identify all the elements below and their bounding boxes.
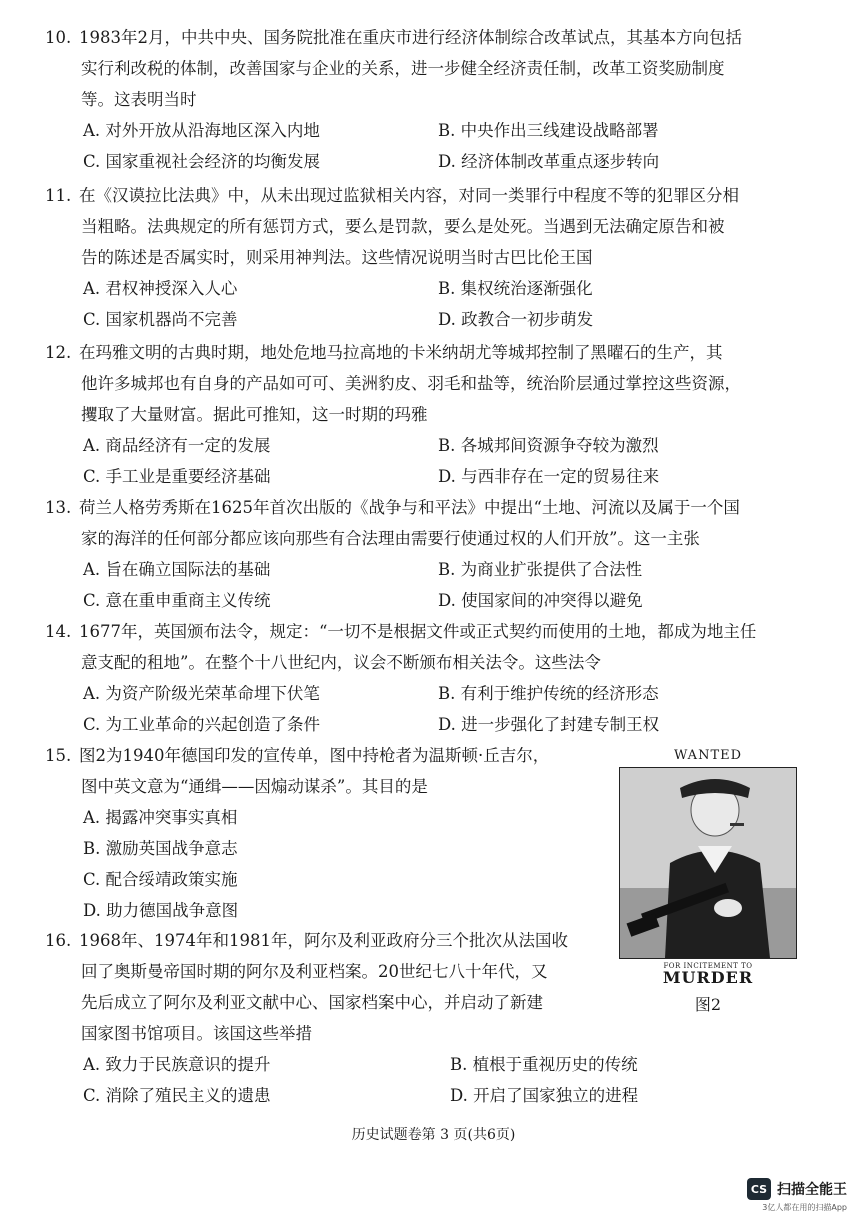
- options-row: [45, 585, 805, 616]
- option-b[interactable]: B. 中央作出三线建设战略部署: [438, 121, 659, 140]
- stem-line: 意支配的租地”。在整个十八世纪内，议会不断颁布相关法令。这些法令: [81, 653, 601, 672]
- propaganda-photo: [619, 767, 797, 959]
- figure-2: [619, 748, 797, 1015]
- options-row: [45, 304, 805, 335]
- option-b[interactable]: B. 有利于维护传统的经济形态: [438, 684, 659, 703]
- question-number: 15.: [45, 746, 72, 765]
- stem-line: 实行利改税的体制，改善国家与企业的关系，进一步健全经济责任制，改革工资奖励制度: [81, 59, 725, 78]
- question-10: [45, 22, 805, 177]
- stem-line: 国家图书馆项目。该国这些举措: [81, 1024, 312, 1043]
- option-b[interactable]: B. 植根于重视历史的传统: [450, 1055, 638, 1074]
- question-stem: [45, 22, 805, 115]
- question-13: [45, 492, 805, 616]
- option-a[interactable]: A. 为资产阶级光荣革命埋下伏笔: [83, 684, 320, 703]
- page-footer: 历史试题卷第 3 页(共6页): [351, 1127, 516, 1143]
- stem-line: 1983年2月，中共中央、国务院批准在重庆市进行经济体制综合改革试点，其基本方向包括: [79, 28, 742, 47]
- question-number: 10.: [45, 28, 72, 47]
- question-11: [45, 180, 805, 335]
- question-number: 13.: [45, 498, 72, 517]
- options-row: [45, 273, 805, 304]
- stem-line: 1677年，英国颁布法令，规定：“一切不是根据文件或正式契约而使用的土地，都成为地主任: [79, 622, 757, 641]
- figure-top-text: WANTED: [673, 748, 743, 763]
- stem-line: 1968年、1974年和1981年，阿尔及利亚政府分三个批次从法国收: [79, 931, 568, 950]
- stem-line: 图中英文意为“通缉——因煽动谋杀”。其目的是: [81, 777, 428, 796]
- option-a[interactable]: A. 君权神授深入人心: [83, 279, 238, 298]
- question-number: 16.: [45, 931, 72, 950]
- option-a[interactable]: A. 商品经济有一定的发展: [83, 436, 271, 455]
- question-stem: [45, 337, 805, 430]
- figure-bottom-text: MURDER: [662, 968, 754, 987]
- option-d[interactable]: D. 助力德国战争意图: [83, 901, 239, 920]
- option-d[interactable]: D. 政教合一初步萌发: [438, 310, 594, 329]
- stem-line: 家的海洋的任何部分都应该向那些有合法理由需要行使通过权的人们开放”。这一主张: [81, 529, 700, 548]
- question-stem: [45, 740, 605, 802]
- option-d[interactable]: D. 进一步强化了封建专制王权: [438, 715, 660, 734]
- options-row: [45, 678, 805, 709]
- question-12: [45, 337, 805, 492]
- option-b[interactable]: B. 集权统治逐渐强化: [438, 279, 593, 298]
- stem-line: 回了奥斯曼帝国时期的阿尔及利亚档案。20世纪七八十年代，又: [81, 962, 548, 981]
- options-row: [45, 115, 805, 146]
- scanner-watermark: [747, 1178, 847, 1213]
- options-row: [45, 1049, 805, 1080]
- stem-line: 图2为1940年德国印发的宣传单，图中持枪者为温斯顿·丘吉尔，: [79, 746, 550, 765]
- churchill-silhouette-image: [620, 768, 796, 958]
- question-number: 14.: [45, 622, 72, 641]
- camscanner-logo-icon: CS: [747, 1178, 771, 1200]
- option-b[interactable]: B. 激励英国战争意志: [83, 839, 238, 858]
- option-c[interactable]: C. 消除了殖民主义的遗患: [83, 1086, 271, 1105]
- stem-line: 在《汉谟拉比法典》中，从未出现过监狱相关内容，对同一类罪行中程度不等的犯罪区分相: [79, 186, 739, 205]
- stem-line: 当粗略。法典规定的所有惩罚方式，要么是罚款，要么是处死。当遇到无法确定原告和被: [81, 217, 725, 236]
- option-c[interactable]: C. 国家机器尚不完善: [83, 310, 238, 329]
- option-a[interactable]: A. 揭露冲突事实真相: [83, 808, 238, 827]
- option-a[interactable]: A. 对外开放从沿海地区深入内地: [83, 121, 320, 140]
- option-b[interactable]: B. 为商业扩张提供了合法性: [438, 560, 643, 579]
- stem-line: 攫取了大量财富。据此可推知，这一时期的玛雅: [81, 405, 428, 424]
- question-stem: [45, 616, 805, 678]
- option-c[interactable]: C. 手工业是重要经济基础: [83, 467, 271, 486]
- options-row: [45, 461, 805, 492]
- stem-line: 先后成立了阿尔及利亚文献中心、国家档案中心，并启动了新建: [81, 993, 543, 1012]
- question-15: [45, 740, 605, 926]
- option-c[interactable]: C. 为工业革命的兴起创造了条件: [83, 715, 321, 734]
- stem-line: 告的陈述是否属实时，则采用神判法。这些情况说明当时古巴比伦王国: [81, 248, 593, 267]
- question-number: 11.: [45, 186, 72, 205]
- brand-name: 扫描全能王: [777, 1182, 847, 1198]
- options-row: [45, 554, 805, 585]
- option-a[interactable]: A. 致力于民族意识的提升: [83, 1055, 271, 1074]
- option-c[interactable]: C. 配合绥靖政策实施: [83, 870, 238, 889]
- stem-line: 荷兰人格劳秀斯在1625年首次出版的《战争与和平法》中提出“土地、河流以及属于一个国: [79, 498, 740, 517]
- question-stem: [45, 180, 805, 273]
- option-d[interactable]: D. 经济体制改革重点逐步转向: [438, 152, 660, 171]
- options-row: [45, 146, 805, 177]
- stem-line: 等。这表明当时: [81, 90, 197, 109]
- stem-line: 他许多城邦也有自身的产品如可可、美洲豹皮、羽毛和盐等，统治阶层通过掌控这些资源，: [81, 374, 741, 393]
- option-d[interactable]: D. 与西非存在一定的贸易往来: [438, 467, 660, 486]
- option-d[interactable]: D. 使国家间的冲突得以避免: [438, 591, 643, 610]
- options-row: [45, 1080, 805, 1111]
- options-row: [45, 430, 805, 461]
- question-stem: [45, 492, 805, 554]
- option-d[interactable]: D. 开启了国家独立的进程: [450, 1086, 639, 1105]
- option-a[interactable]: A. 旨在确立国际法的基础: [83, 560, 271, 579]
- figure-small-text: FOR INCITEMENT TO: [663, 962, 753, 970]
- figure-caption: 图2: [694, 995, 722, 1014]
- question-14: [45, 616, 805, 740]
- option-b[interactable]: B. 各城邦间资源争夺较为激烈: [438, 436, 659, 455]
- brand-tagline: 3亿人都在用的扫描App: [762, 1203, 847, 1212]
- stem-line: 在玛雅文明的古典时期，地处危地马拉高地的卡米纳胡尤等城邦控制了黑曜石的生产，其: [79, 343, 723, 362]
- option-c[interactable]: C. 国家重视社会经济的均衡发展: [83, 152, 321, 171]
- question-number: 12.: [45, 343, 72, 362]
- options-row: [45, 709, 805, 740]
- option-c[interactable]: C. 意在重申重商主义传统: [83, 591, 271, 610]
